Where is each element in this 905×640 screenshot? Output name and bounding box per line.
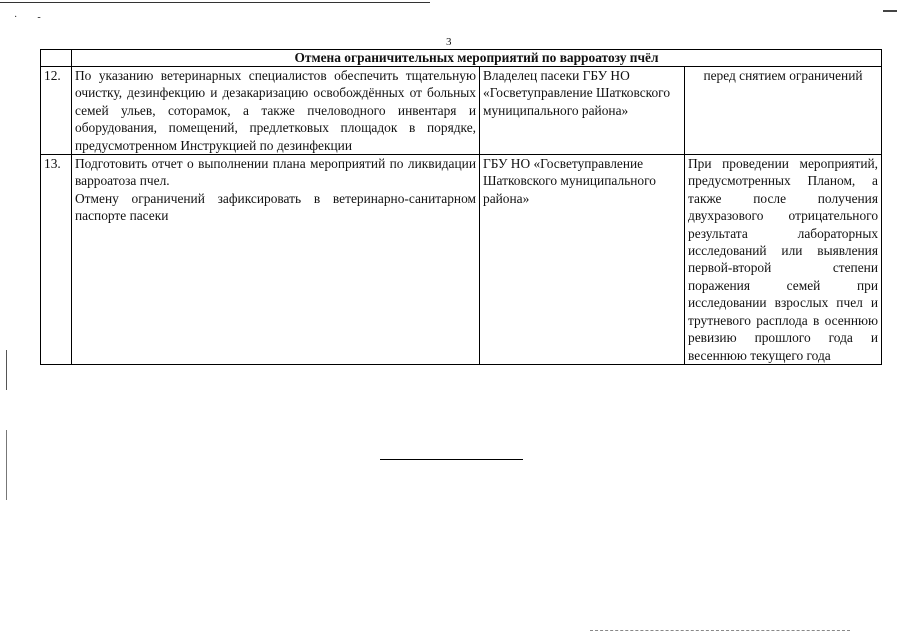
measure-paragraph: Отмену ограничений зафиксировать в ветеринарно-санитарном паспорте пасеки <box>75 190 476 224</box>
scan-artifact-line <box>590 630 850 632</box>
row-number: 13. <box>41 155 72 365</box>
header-empty-cell <box>41 50 72 67</box>
deadline-cell: перед снятием ограничений <box>685 67 882 155</box>
measure-cell <box>72 155 480 365</box>
scan-artifact-edge <box>6 430 7 500</box>
deadline-cell: При проведении мероприятий, предусмотренных Планом, а также после получения двухразового отрицательного результата лабораторных исследований или выявления первой-второй степени поражения семей при исследовании взрослых пчел и трутневого расплода в осеннюю ревизию прошлого года и весеннюю текущего года <box>685 155 882 365</box>
table-row <box>41 67 882 155</box>
section-header: Отмена ограничительных мероприятий по варроатозу пчёл <box>72 50 882 67</box>
table-row <box>41 155 882 365</box>
scan-artifact-edge <box>6 350 7 390</box>
scan-artifact-line <box>0 2 430 3</box>
measure-paragraph: Подготовить отчет о выполнении плана мероприятий по ликвидации варроатоза пчел. <box>75 156 476 189</box>
scan-artifact-dots: ·- <box>14 12 61 23</box>
measure-cell: По указанию ветеринарных специалистов обеспечить тщательную очистку, дезинфекцию и дезакаризацию освобождённых от больных семей ульев, сотoрамок, а также пчеловодного инвентаря и оборудования, помещений, предлетковых площадок в порядке, предусмотренном Инструкцией по дезинфекции <box>72 67 480 155</box>
scan-artifact-mark <box>883 10 897 12</box>
measures-table <box>40 49 882 365</box>
table-header-row <box>41 50 882 67</box>
responsible-cell: Владелец пасеки ГБУ НО «Госветуправление Шатковского муниципального района» <box>480 67 685 155</box>
responsible-cell: ГБУ НО «Госветуправление Шатковского муниципального района» <box>480 155 685 365</box>
row-number: 12. <box>41 67 72 155</box>
page-number: 3 <box>446 36 452 48</box>
footer-rule <box>380 459 523 460</box>
